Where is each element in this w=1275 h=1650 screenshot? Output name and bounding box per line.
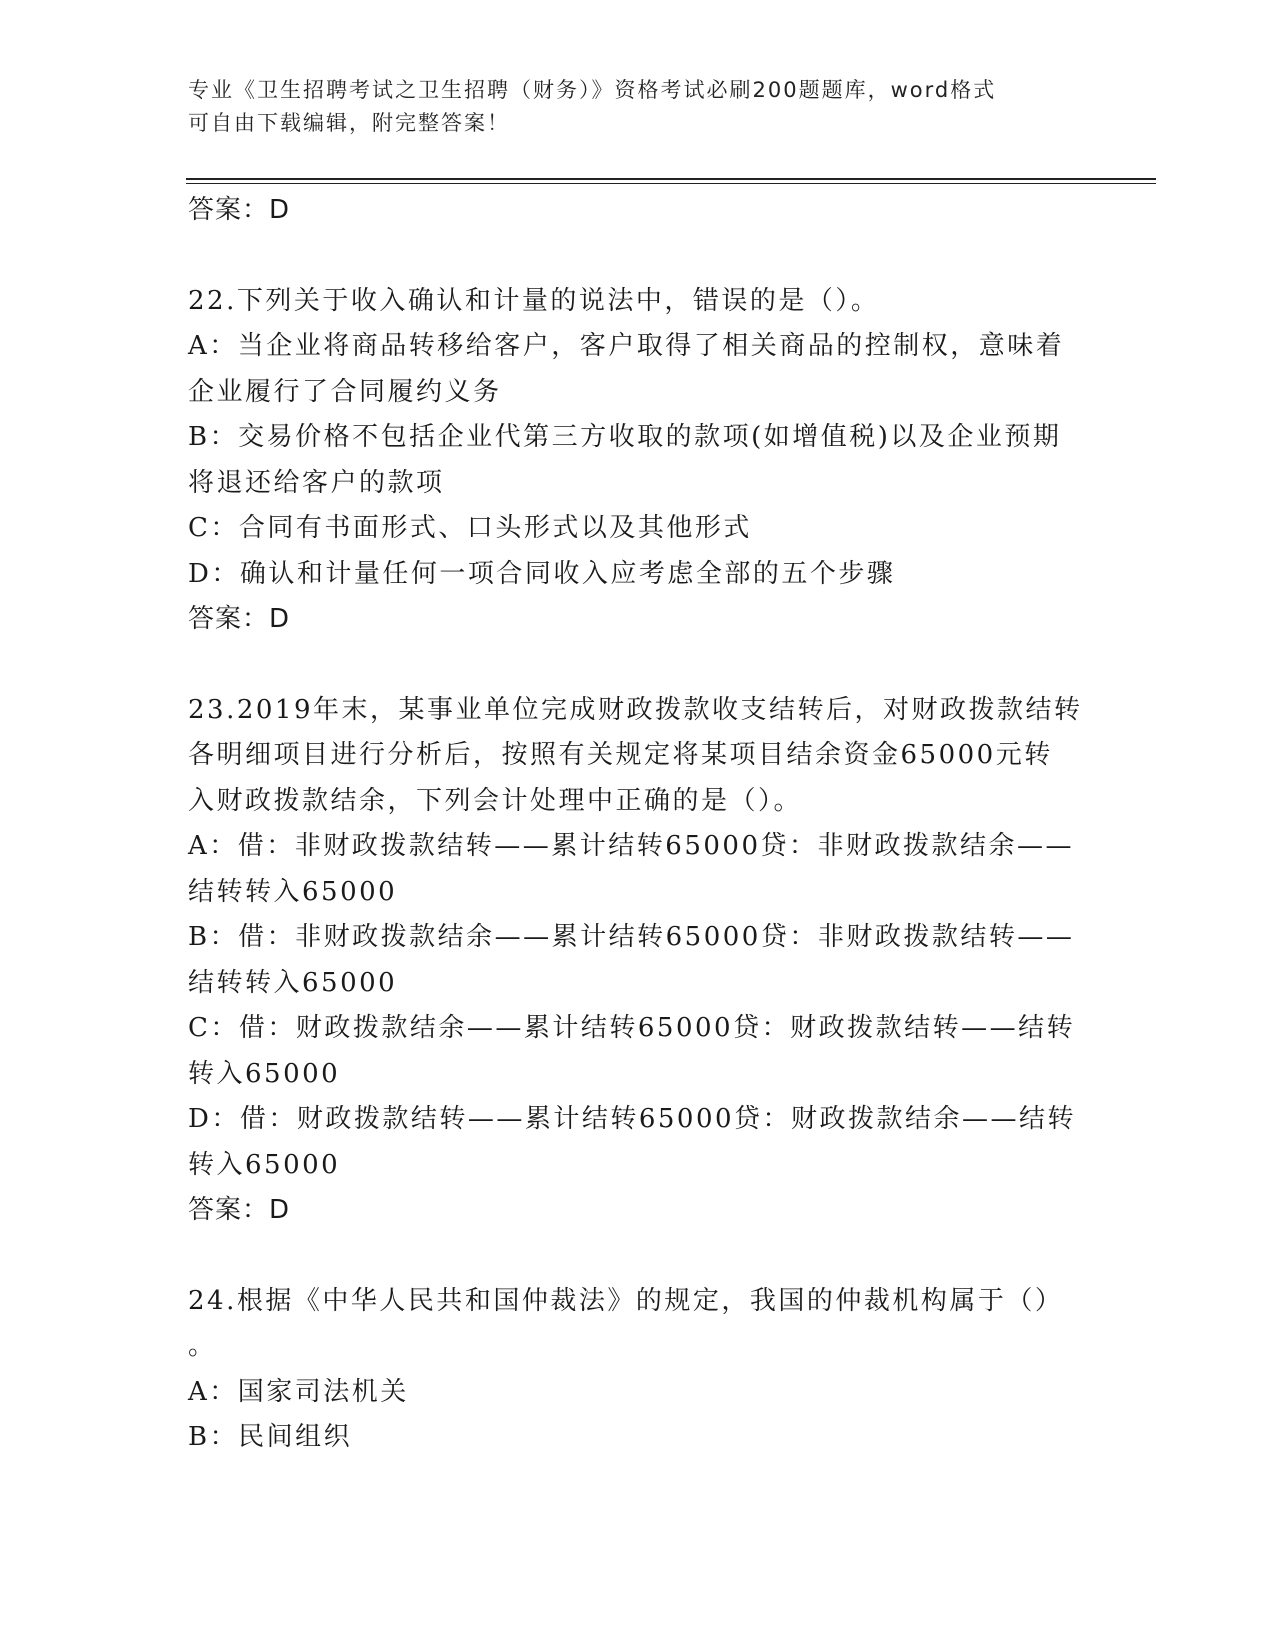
- question-22: [188, 279, 1088, 643]
- question-23-option-a: A：借：非财政拨款结转——累计结转65000贷：非财政拨款结余——: [188, 831, 1074, 861]
- question-24-stem: 24.根据《中华人民共和国仲裁法》的规定，我国的仲裁机构属于（）: [188, 1285, 1064, 1316]
- question-24-option-a: A：国家司法机关: [188, 1376, 409, 1407]
- question-22-option-a-cont: 企业履行了合同履约义务: [188, 376, 502, 407]
- spacer: [188, 643, 1088, 688]
- header-line-1: 专业《卫生招聘考试之卫生招聘（财务）》资格考试必刷200题题库，word格式: [188, 78, 997, 102]
- question-22-option-b-cont: 将退还给客户的款项: [188, 467, 445, 498]
- header-line-2: 可自由下载编辑，附完整答案！: [188, 111, 510, 135]
- spacer: [188, 234, 1088, 279]
- question-23-option-d-cont: 转入65000: [188, 1149, 341, 1180]
- question-22-option-a: A：当企业将商品转移给客户，客户取得了相关商品的控制权，意味着: [188, 331, 1065, 361]
- question-24-stem-cont: 。: [188, 1331, 217, 1361]
- question-23-stem-cont: 各明细项目进行分析后，按照有关规定将某项目结余资金65000元转: [188, 740, 1053, 770]
- answer-21: 答案：D: [188, 195, 291, 225]
- question-23-option-d: D：借：财政拨款结转——累计结转65000贷：财政拨款结余——结转: [188, 1104, 1077, 1134]
- answer-22: 答案：D: [188, 604, 291, 634]
- question-23-option-c: C：借：财政拨款结余——累计结转65000贷：财政拨款结转——结转: [188, 1013, 1076, 1043]
- question-23-option-b: B：借：非财政拨款结余——累计结转65000贷：非财政拨款结转——: [188, 922, 1075, 952]
- question-24: [188, 1279, 1088, 1461]
- question-23: [188, 688, 1088, 1234]
- document-header: [188, 74, 1068, 140]
- answer-23: 答案：D: [188, 1195, 291, 1225]
- question-22-stem: 22.下列关于收入确认和计量的说法中，错误的是（）。: [188, 285, 880, 316]
- question-22-option-b: B：交易价格不包括企业代第三方收取的款项(如增值税)以及企业预期: [188, 422, 1062, 452]
- header-divider-thick: [186, 178, 1156, 180]
- question-23-stem-cont: 入财政拨款结余，下列会计处理中正确的是（）。: [188, 785, 803, 816]
- spacer: [188, 1234, 1088, 1279]
- question-23-option-c-cont: 转入65000: [188, 1058, 341, 1089]
- document-body: [188, 188, 1088, 1461]
- header-divider-thin: [186, 183, 1156, 184]
- question-22-option-d: D：确认和计量任何一项合同收入应考虑全部的五个步骤: [188, 558, 896, 589]
- question-24-option-b: B：民间组织: [188, 1422, 353, 1452]
- question-23-stem: 23.2019年末，某事业单位完成财政拨款收支结转后，对财政拨款结转: [188, 694, 1083, 725]
- question-23-option-a-cont: 结转转入65000: [188, 876, 398, 907]
- question-23-option-b-cont: 结转转入65000: [188, 967, 398, 998]
- question-22-option-c: C：合同有书面形式、口头形式以及其他形式: [188, 513, 752, 543]
